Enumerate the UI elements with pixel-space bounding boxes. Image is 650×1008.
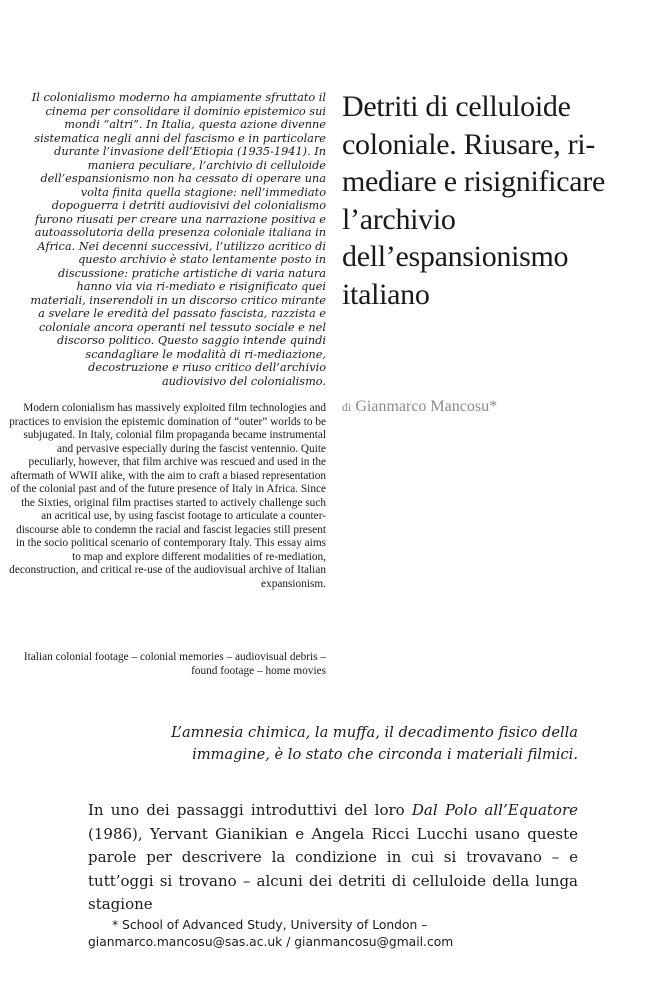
abstract-english: Modern colonialism has massively exploited film technologies and practices to envision the epistemic domination of “outer” worlds to be subjugated. In Italy, colonial film propaganda became instrumental and pervasive especially during the fascist ventennio. Quite peculiarly, however, that film archive was rescued and used in the aftermath of WWII alike, with the aim to craft a biased representation of the colonial past and of the future presence of Italy in Africa. Since the Sixties, original film practises started to actively challenge such an acritical use, by using fascist footage to articulate a counter-discourse able to condemn the racial and fascist legacies still present in the socio political scenario of contemporary Italy. This essay aims to map and explore different modalities of re-mediation, deconstruction, and critical re-use of the audiovisual archive of Italian expansionism.: [9, 402, 326, 590]
author-prefix: di: [342, 400, 352, 414]
article-title: Detriti di celluloide coloniale. Riusare, ri-mediare e risignificare l’archivio dell’espansionismo italiano: [342, 90, 605, 311]
author-name: Gianmarco Mancosu*: [355, 398, 498, 415]
film-title: Dal Polo all’Equatore: [411, 801, 578, 819]
abstract-italian: Il colonialismo moderno ha ampiamente sfruttato il cinema per consolidare il dominio epistemico sui mondi “altri”. In Italia, questa azione divenne sistematica negli anni del fascismo e in particolare durante l’invasione dell’Etiopia (1935-1941). In maniera peculiare, l’archivio di celluloide dell’espansionismo non ha cessato di operare una volta finita quella stagione: nell’immediato dopoguerra i detriti audiovisivi del colonialismo furono riusati per creare una narrazione positiva e autoassolutoria della presenza coloniale italiana in Africa. Nei decenni successivi, l’utilizzo acritico di questo archivio è stato lentamente posto in discussione: pratiche artistiche di varia natura hanno via via ri-mediato e risignificato quei materiali, inserendoli in un discorso critico mirante a svelare le eredità del passato fascista, razzista e coloniale ancora operanti nel tessuto sociale e nel discorso politico. Questo saggio intende quindi scandagliare le modalità di ri-mediazione, decostruzione e riuso critico dell’archivio audiovisivo del colonialismo.: [30, 91, 326, 388]
body-paragraph: [88, 799, 578, 917]
epigraph: L’amnesia chimica, la muffa, il decadimento fisico della immagine, è lo stato che circonda i materiali filmici.: [171, 724, 578, 763]
footnote: * School of Advanced Study, University of London – gianmarco.mancosu@sas.ac.uk / gianmancosu@gmail.com: [88, 918, 454, 949]
body-text-end: (1986), Yervant Gianikian e Angela Ricci Lucchi usano queste parole per descrivere la condizione in cui si trovavano – e tutt’oggi si trovano – alcuni dei detriti di celluloide della lunga stagione: [88, 824, 578, 913]
body-text-start: In uno dei passaggi introduttivi del loro: [88, 801, 412, 819]
keywords: Italian colonial footage – colonial memories – audiovisual debris – found footage – home movies: [23, 651, 326, 677]
author-line: [342, 398, 642, 416]
